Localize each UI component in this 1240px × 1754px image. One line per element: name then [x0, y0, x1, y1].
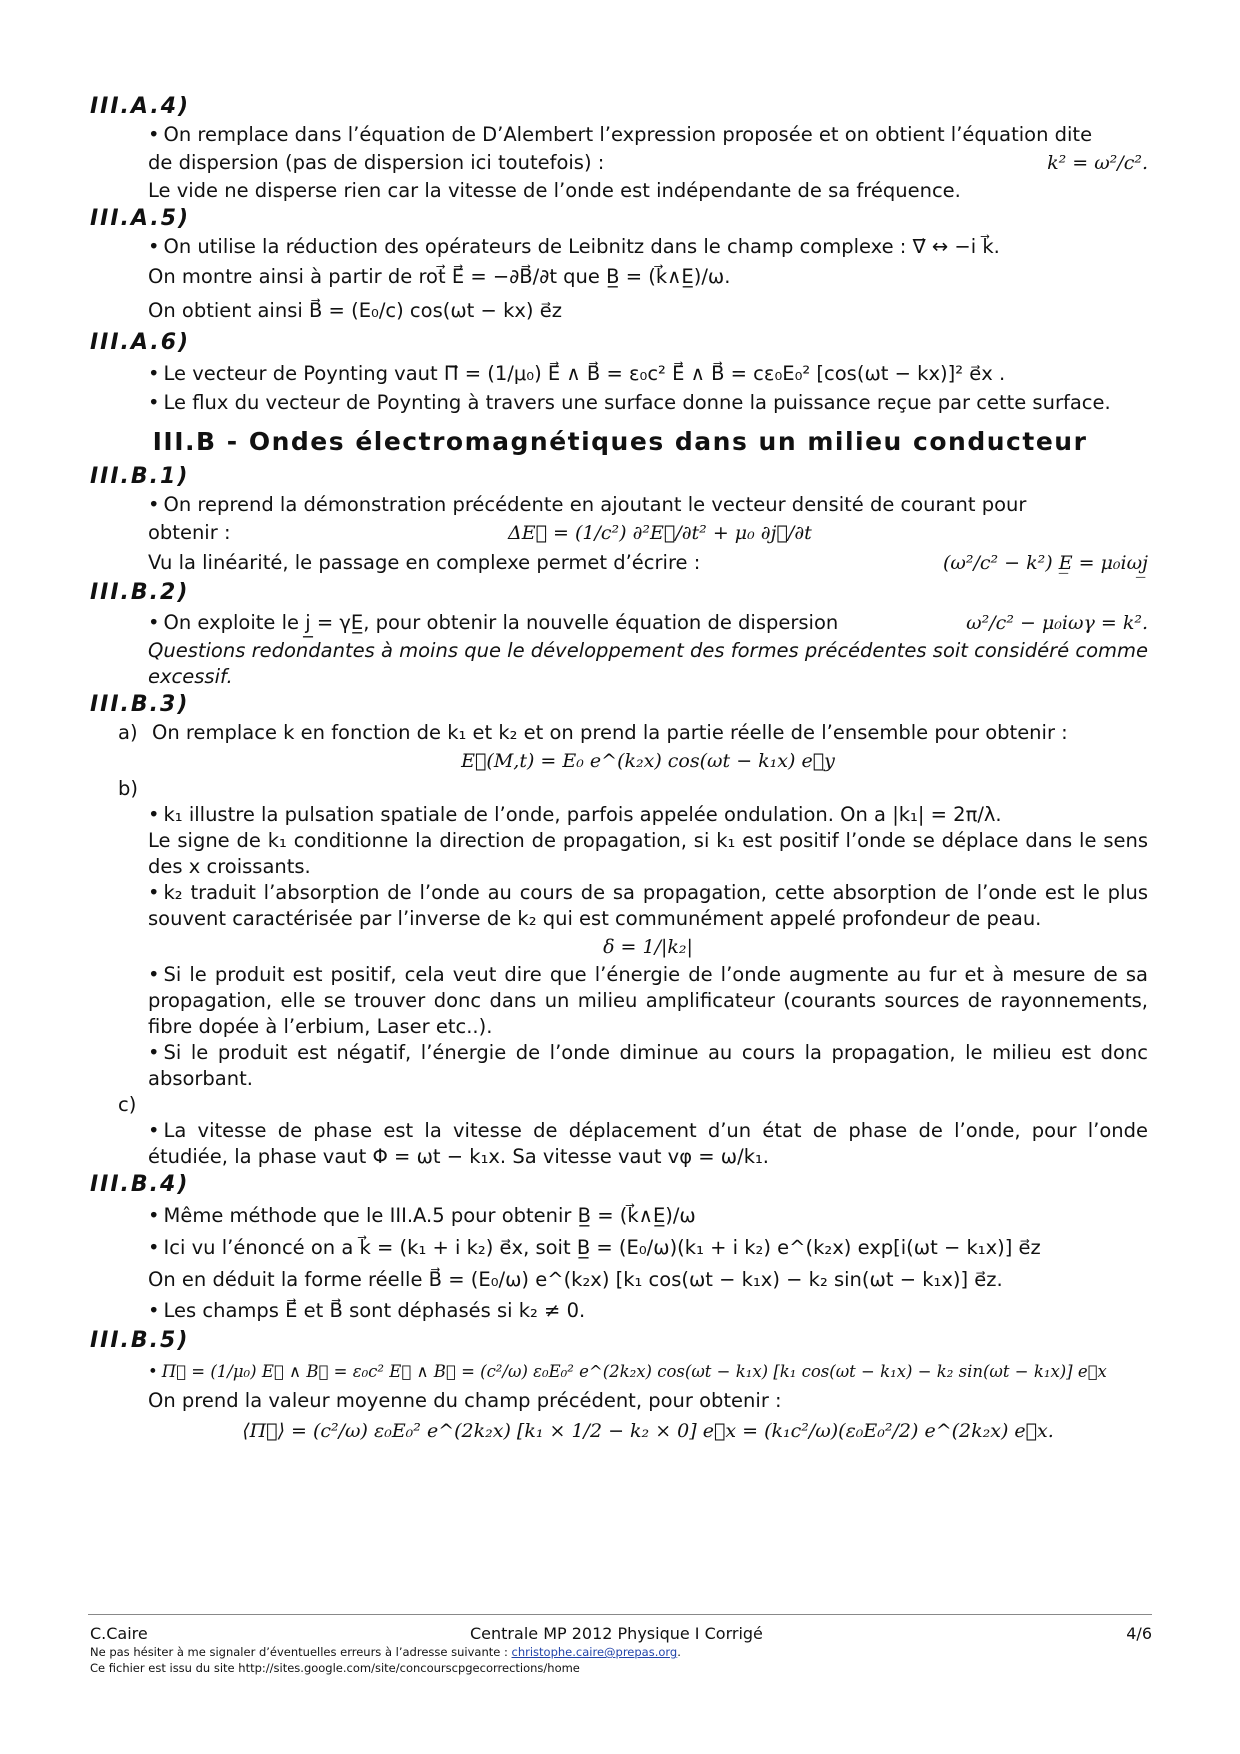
b4-line2: • Ici vu l’énoncé on a k⃗ = (k₁ + i k₂) e⃗x, soit B̲ = (E₀/ω)(k₁ + i k₂) e^(k₂x) exp[i(ωt − k₁x)] e⃗z	[148, 1232, 1148, 1264]
b5-line1: • Π⃗ = (1/μ₀) E⃗ ∧ B⃗ = ε₀c² E⃗ ∧ B⃗ = (c²/ω) ε₀E₀² e^(2k₂x) cos(ωt − k₁x) [k₁ cos(ωt − k₁x) − k₂ sin(ωt − k₁x)] e⃗x	[148, 1356, 1148, 1388]
footer-author: C.Caire	[90, 1624, 148, 1643]
heading-a5: III.A.5)	[90, 206, 191, 231]
b3-b3: • k₂ traduit l’absorption de l’onde au cours de sa propagation, cette absorption de l’onde est le plus souvent caractérisée par l’inverse de k₂ qui est communément appelé profondeur de peau.	[148, 880, 1148, 932]
footer-source: Ce fichier est issu du site http://sites.google.com/site/concourscpgecorrections/home	[90, 1661, 580, 1675]
b4-line3: On en déduit la forme réelle B⃗ = (E₀/ω) e^(k₂x) [k₁ cos(ωt − k₁x) − k₂ sin(ωt − k₁x)] e⃗z.	[148, 1268, 1003, 1291]
a4-dispersion-row	[148, 148, 1148, 178]
b1-line1: • On reprend la démonstration précédente en ajoutant le vecteur densité de courant pour	[148, 492, 1148, 518]
b1-complex-row	[148, 548, 1148, 578]
b2-formula: ω²/c² − μ₀iωγ = k².	[966, 612, 1148, 634]
b3-b4: • Si le produit est positif, cela veut dire que l’énergie de l’onde augmente au fur et à mesure de sa propagation, elle se trouver donc dans un milieu amplificateur (courants sources de rayonnements, fibre dopée à l’erbium, Laser etc..).	[148, 962, 1148, 1040]
footer-main-row	[90, 1624, 1152, 1643]
b3-a-text: On remplace k en fonction de k₁ et k₂ et on prend la partie réelle de l’ensemble pour obtenir :	[152, 721, 1068, 744]
b1-formula-row	[148, 518, 1148, 548]
heading-b3: III.B.3)	[90, 692, 190, 717]
heading-a4: III.A.4)	[90, 94, 191, 119]
a5-line3: On obtient ainsi B⃗ = (E₀/c) cos(ωt − kx) e⃗z	[148, 299, 562, 322]
heading-b4: III.B.4)	[90, 1172, 190, 1197]
b4-line1: • Même méthode que le III.A.5 pour obtenir B̲ = (k⃗∧E̲)/ω	[148, 1200, 1148, 1232]
a6-line2: • Le flux du vecteur de Poynting à travers une surface donne la puissance reçue par cette surface.	[148, 390, 1148, 416]
b4-line4: • Les champs E⃗ et B⃗ sont déphasés si k₂ ≠ 0.	[148, 1296, 1148, 1326]
b3-b-label: b)	[118, 777, 138, 800]
section-title-b: III.B - Ondes électromagnétiques dans un milieu conducteur	[152, 427, 1088, 456]
b3-a-formula: E⃗(M,t) = E₀ e^(k₂x) cos(ωt − k₁x) e⃗y	[461, 750, 835, 772]
b3-a-label: a)	[118, 721, 138, 744]
footer-note-prefix: Ne pas hésiter à me signaler d’éventuelles erreurs à l’adresse suivante :	[90, 1645, 508, 1659]
b2-dispersion-row	[148, 608, 1148, 638]
b3-c-label: c)	[118, 1093, 137, 1116]
b1-line2: obtenir :	[148, 521, 231, 544]
b5-formula: ⟨Π⃗⟩ = (c²/ω) ε₀E₀² e^(2k₂x) [k₁ × 1/2 − k₂ × 0] e⃗x = (k₁c²/ω)(ε₀E₀²/2) e^(2k₂x) e⃗x.	[242, 1420, 1054, 1442]
heading-b2: III.B.2)	[90, 580, 190, 605]
b2-line1: • On exploite le j̲ = γE̲, pour obtenir la nouvelle équation de dispersion	[148, 608, 838, 638]
b1-formula2: (ω²/c² − k²) E̲ = μ₀iωj̲	[942, 552, 1148, 574]
heading-b1: III.B.1)	[90, 464, 190, 489]
b3-b1: • k₁ illustre la pulsation spatiale de l’onde, parfois appelée ondulation. On a |k₁| = 2π/λ.	[148, 802, 1148, 828]
b3-b5: • Si le produit est négatif, l’énergie de l’onde diminue au cours la propagation, le milieu est donc absorbant.	[148, 1040, 1148, 1092]
b1-formula1: ΔE⃗ = (1/c²) ∂²E⃗/∂t² + μ₀ ∂j⃗/∂t	[508, 522, 812, 544]
heading-b5: III.B.5)	[90, 1328, 190, 1353]
a5-line1: • On utilise la réduction des opérateurs de Leibnitz dans le champ complexe : ∇⃗ ↔ −i k⃗.	[148, 234, 1148, 260]
footer-email-link[interactable]: christophe.caire@prepas.org	[511, 1645, 678, 1659]
footer-page-number: 4/6	[1126, 1624, 1152, 1643]
footer-divider	[88, 1614, 1152, 1615]
a4-line1: • On remplace dans l’équation de D’Alembert l’expression proposée et on obtient l’équation dite	[148, 122, 1148, 148]
b1-line3: Vu la linéarité, le passage en complexe permet d’écrire :	[148, 551, 701, 574]
a4-line3: Le vide ne disperse rien car la vitesse de l’onde est indépendante de sa fréquence.	[148, 179, 961, 202]
b3-c1: • La vitesse de phase est la vitesse de déplacement d’un état de phase de l’onde, pour l’onde étudiée, la phase vaut Φ = ωt − k₁x. Sa vitesse vaut vφ = ω/k₁.	[148, 1118, 1148, 1170]
heading-a6: III.A.6)	[90, 330, 191, 355]
b3-b3-formula: δ = 1/|k₂|	[603, 936, 693, 958]
document-body	[0, 92, 1240, 1448]
b3-part-a	[118, 720, 1240, 746]
b2-note: Questions redondantes à moins que le développement des formes précédentes soit considéré comme excessif.	[148, 639, 1148, 688]
footer-note: Ne pas hésiter à me signaler d’éventuelles erreurs à l’adresse suivante : christophe.caire@prepas.org.	[90, 1645, 681, 1659]
a4-line2: de dispersion (pas de dispersion ici toutefois) :	[148, 151, 605, 174]
a6-line1: • Le vecteur de Poynting vaut Π⃗ = (1/μ₀) E⃗ ∧ B⃗ = ε₀c² E⃗ ∧ B⃗ = cε₀E₀² [cos(ωt − kx)]² e⃗x .	[148, 358, 1148, 390]
a5-line2: On montre ainsi à partir de rot⃗ E⃗ = −∂B⃗/∂t que B̲ = (k⃗∧E̲)/ω.	[148, 265, 731, 288]
footer-title: Centrale MP 2012 Physique I Corrigé	[470, 1624, 763, 1643]
b5-line2: On prend la valeur moyenne du champ précédent, pour obtenir :	[148, 1389, 782, 1412]
a4-formula: k² = ω²/c².	[1047, 152, 1148, 174]
b3-b2: Le signe de k₁ conditionne la direction de propagation, si k₁ est positif l’onde se déplace dans le sens des x croissants.	[148, 829, 1148, 878]
